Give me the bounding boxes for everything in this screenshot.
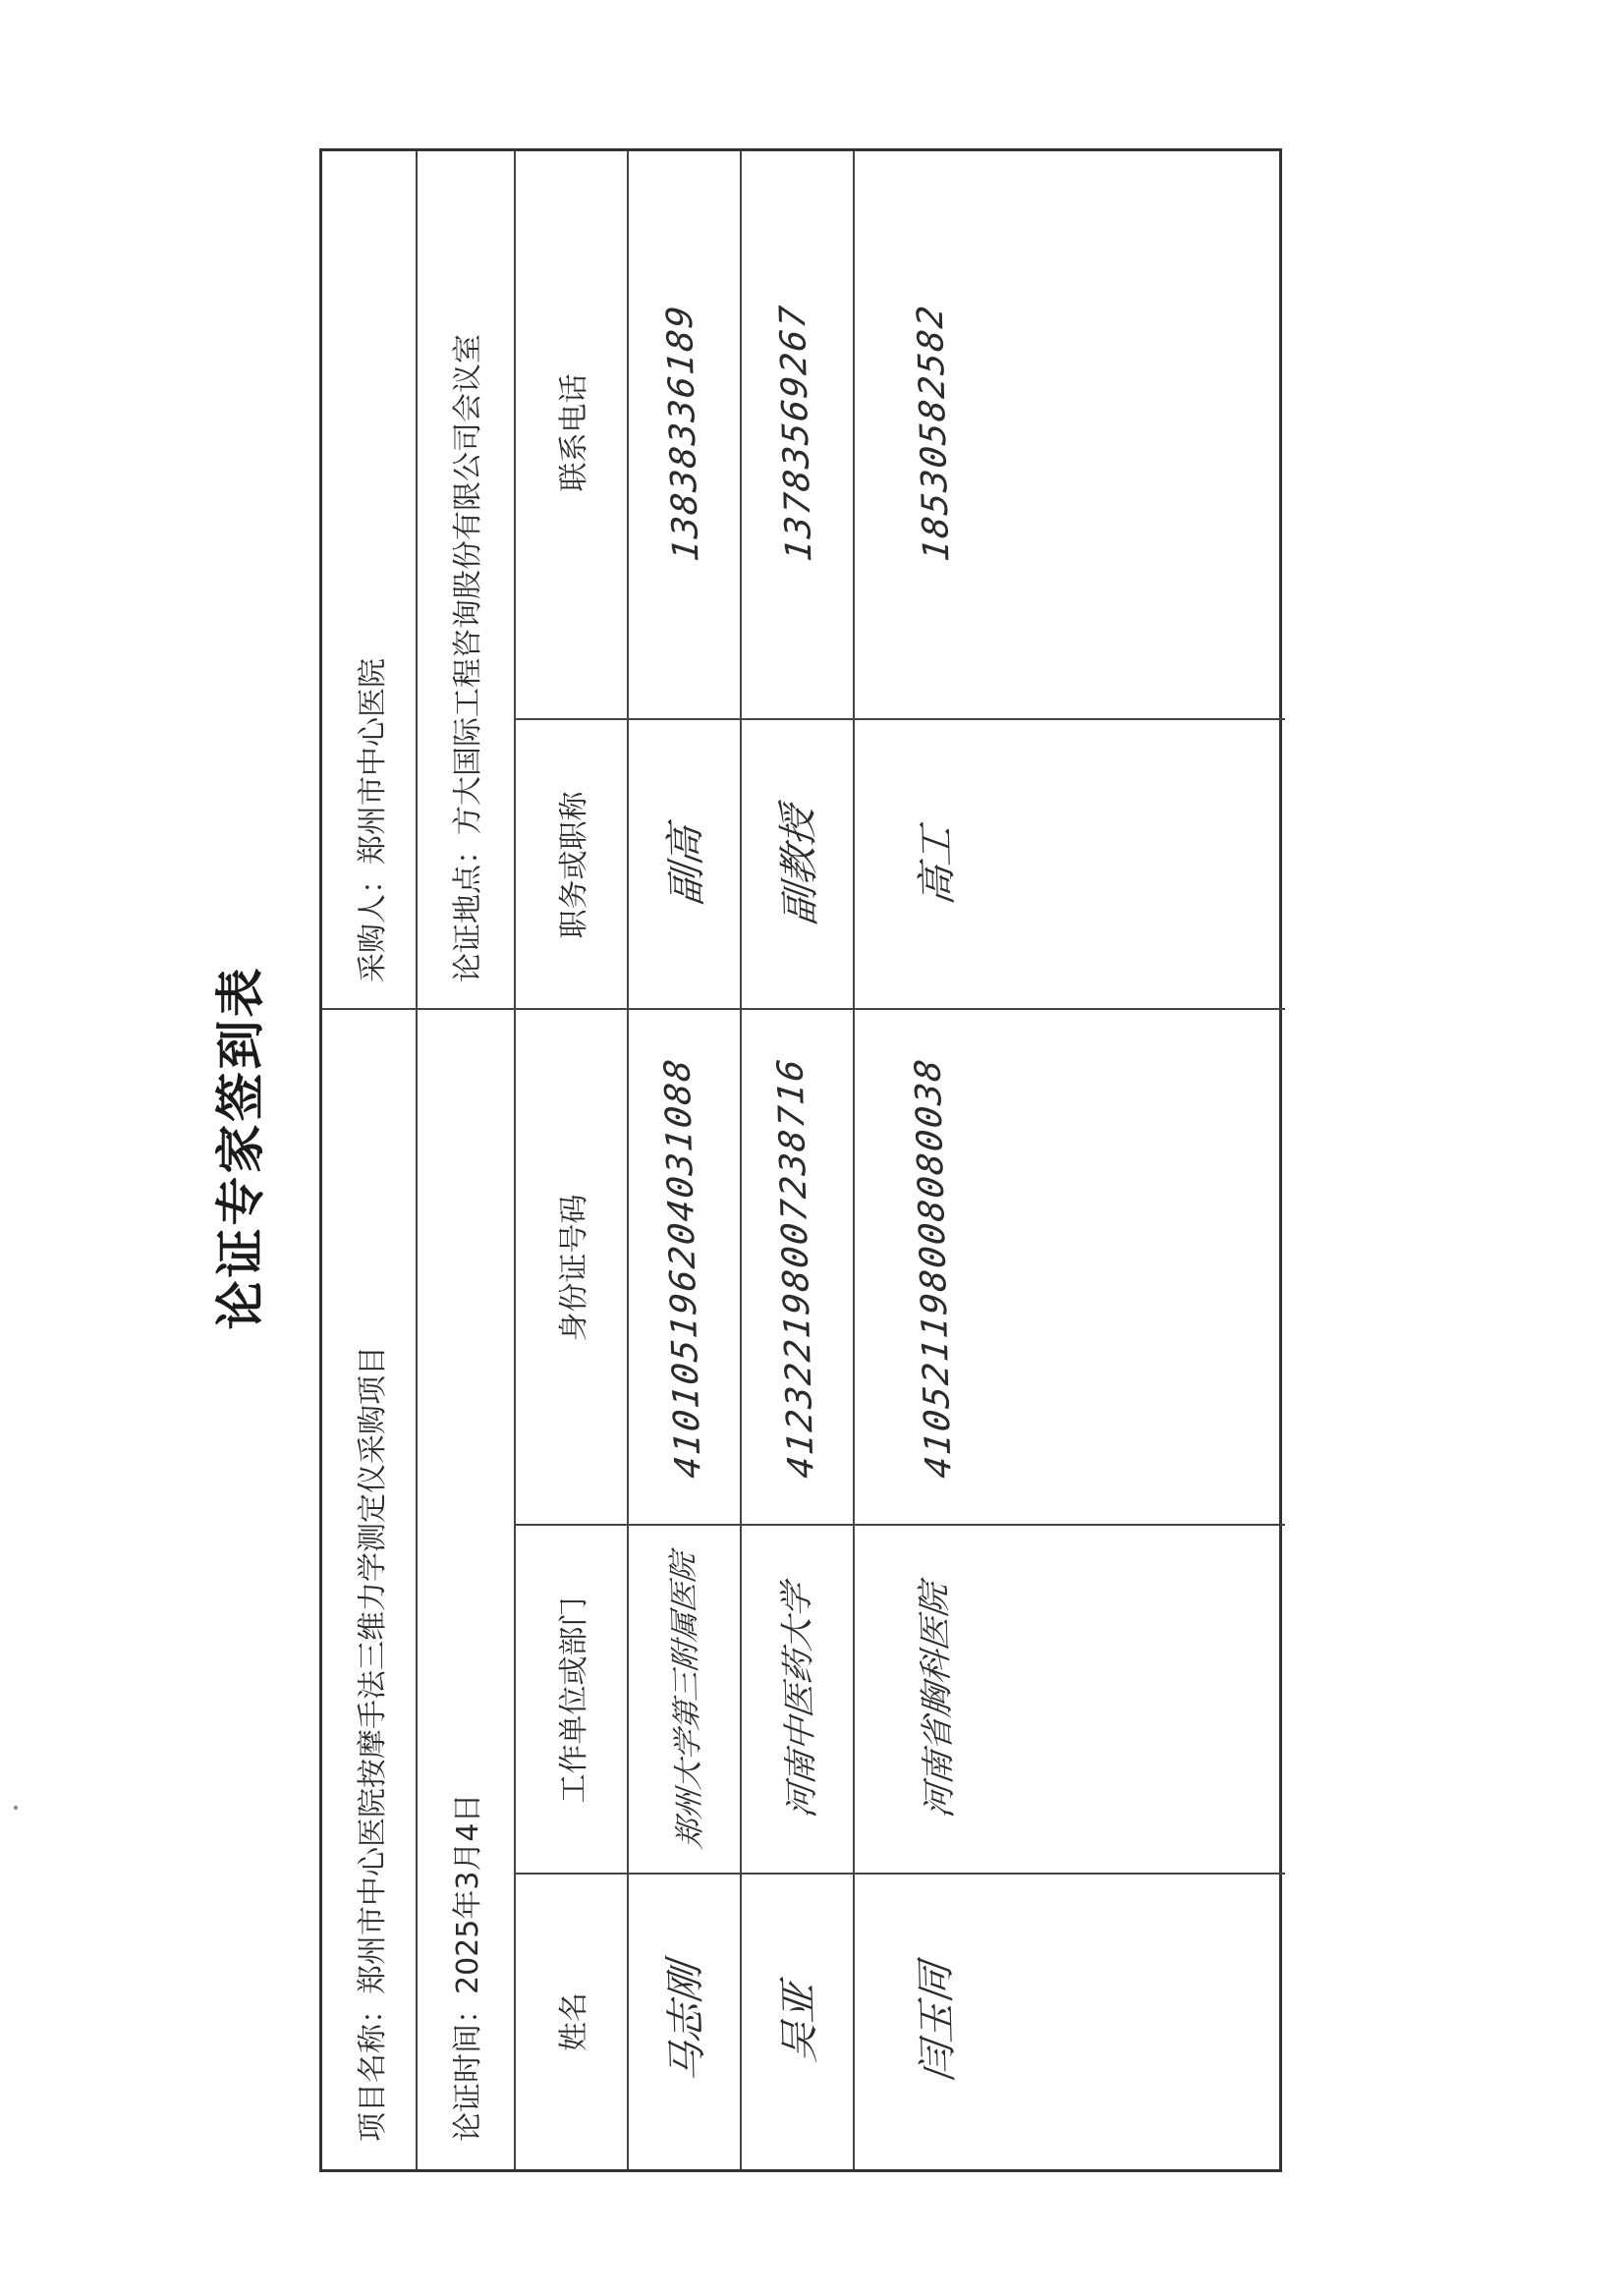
scan-speck <box>14 1806 18 1810</box>
header-unit: 工作单位或部门 <box>556 1596 591 1804</box>
row2-phone: 13783569267 <box>772 302 820 564</box>
row3-title: 高工 <box>913 823 962 908</box>
row3-name: 闫玉同 <box>913 1960 962 2085</box>
row3-phone: 18530582582 <box>910 302 958 564</box>
row1-phone: 13838336189 <box>659 302 707 564</box>
row3-id: 410521198008080038 <box>908 1055 960 1481</box>
row1-name: 马志刚 <box>662 1960 711 2085</box>
row3-unit: 河南省胸科医院 <box>914 1581 961 1820</box>
location-cell <box>416 145 514 1010</box>
purchaser-label: 采购人： <box>355 865 390 982</box>
row1-id: 410105196204031088 <box>657 1055 709 1481</box>
time-label: 论证时间： <box>451 1994 485 2142</box>
header-id: 身份证号码 <box>556 1194 591 1342</box>
project-name-label: 项目名称： <box>355 1994 390 2142</box>
sign-in-table <box>319 148 1282 2172</box>
purchaser-value: 郑州市中心医院 <box>355 658 390 865</box>
row1-title: 副高 <box>662 823 711 908</box>
row1-unit: 郑州大学第三附属医院 <box>665 1550 708 1851</box>
row2-unit: 河南中医药大学 <box>776 1581 823 1820</box>
project-name-value: 郑州市中心医院按摩手法三维力学测定仪采购项目 <box>355 1346 390 1994</box>
header-name: 姓名 <box>556 1992 591 2051</box>
time-cell <box>416 1010 514 2169</box>
row2-title: 副教授 <box>775 804 824 927</box>
row2-id: 412322198007238716 <box>770 1055 822 1481</box>
time-value: 2025年3月4日 <box>451 1793 485 1994</box>
location-label: 论证地点： <box>451 835 485 982</box>
header-title: 职务或职称 <box>556 791 591 939</box>
project-name-cell <box>322 1010 416 2169</box>
header-phone: 联系电话 <box>556 373 591 492</box>
document-title: 论证专家签到表 <box>212 965 269 1330</box>
purchaser-cell <box>322 145 416 1010</box>
location-value: 方大国际工程咨询股份有限公司会议室 <box>451 334 485 835</box>
row2-name: 吴亚 <box>775 1980 824 2065</box>
